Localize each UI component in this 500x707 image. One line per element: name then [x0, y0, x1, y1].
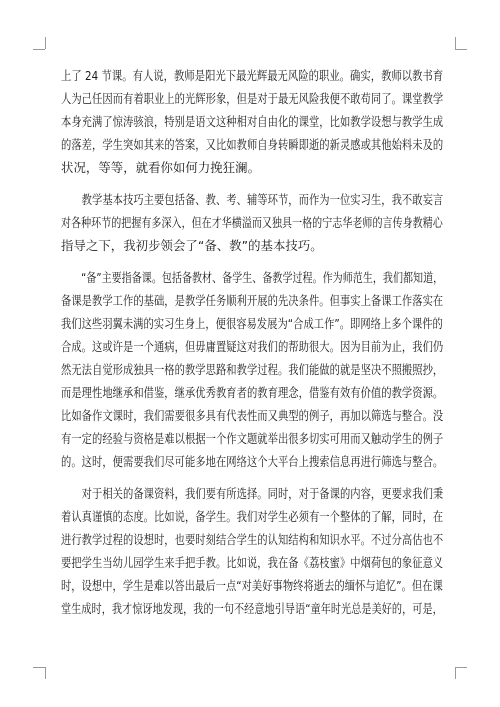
text-line: 备课是教学工作的基础，是教学任务顺利开展的先决条件。但事实上备课工作落实在 [61, 293, 444, 308]
text-line: 而是理性地继承和借鉴，继承优秀教育者的教育理念，借鉴有效有价值的教学资源。 [61, 385, 444, 400]
text-line: 指导之下，我初步领会了“备、教”的基本技巧。 [61, 238, 323, 253]
text-line: 上了 24 节课。有人说，教师是阳光下最光辉最无风险的职业。确实，教师以教书育 [61, 68, 444, 83]
text-line: 要把学生当幼儿园学生来手把手教。比如说，我在备《荔枝蜜》中烟荷包的象征意义 [61, 555, 444, 570]
paragraph [61, 482, 444, 620]
paragraph [61, 64, 444, 179]
text-line: 堂生成时，我才惊讶地发现，我的一句不经意地引导语“童年时光总是美好的，可是， [61, 601, 443, 616]
paragraph [61, 188, 444, 257]
text-line: 我们这些羽翼未满的实习生身上，便很容易发展为“合成工作”。即网络上多个课件的 [61, 316, 443, 331]
text-line: 对于相关的备课资料，我们要有所选择。同时，对于备课的内容，更要求我们秉 [61, 486, 444, 501]
text-line: 对各种环节的把握有多深入，但在才华横溢而又独具一格的宁志华老师的言传身教精心 [61, 215, 443, 230]
text-line: 本身充满了惊涛骇浪，特别是语文这种相对自由化的课堂，比如教学设想与教学生成 [61, 114, 444, 129]
paragraph-gap [61, 179, 441, 188]
paragraph-gap [61, 473, 441, 482]
text-line: 比如备作文课时，我们需要很多具有代表性而又典型的例子，再加以筛选与整合。没 [61, 408, 444, 423]
text-line: 有一定的经验与资格是难以根据一个作文题就举出很多切实可用而又触动学生的例子 [61, 431, 444, 446]
paragraph [61, 266, 444, 473]
text-line: 合成。这或许是一个通病，但毋庸置疑这对我们的帮助很大。因为目前为止，我们仍 [61, 339, 444, 354]
text-line: 的。这时，便需要我们尽可能多地在网络这个大平台上搜索信息再进行筛选与整合。 [61, 454, 444, 469]
text-line: 教学基本技巧主要包括备、教、考、辅等环节，而作为一位实习生，我不敢妄言 [61, 192, 444, 207]
text-line: 时，设想中，学生是难以答出最后一点“对美好事物终将逝去的缅怀与追忆”。但在课 [61, 578, 443, 593]
text-line: 进行教学过程的设想时，也要时刻结合学生的认知结构和知识水平。不过分高估也不 [61, 532, 444, 547]
text-line: 然无法自觉形成独具一格的教学思路和教学过程。我们能做的就是坚决不照搬照抄， [61, 362, 444, 377]
text-line: “备”主要指备课。包括备教材、备学生、备教学过程。作为师范生，我们都知道， [61, 270, 444, 285]
document-body [61, 64, 444, 620]
text-line: 人为己任因而有着职业上的光辉形象，但是对于最无风险我便不敢苟同了。课堂教学 [61, 91, 444, 106]
paragraph-gap [61, 257, 441, 266]
text-line: 状况，等等，就看你如何力挽狂澜。 [61, 160, 261, 175]
text-line: 着认真谨慎的态度。比如说，备学生。我们对学生必须有一个整体的了解，同时，在 [61, 509, 444, 524]
text-line: 的落差，学生突如其来的答案，又比如教师自身转瞬即逝的新灵感或其他始料未及的 [61, 137, 444, 152]
